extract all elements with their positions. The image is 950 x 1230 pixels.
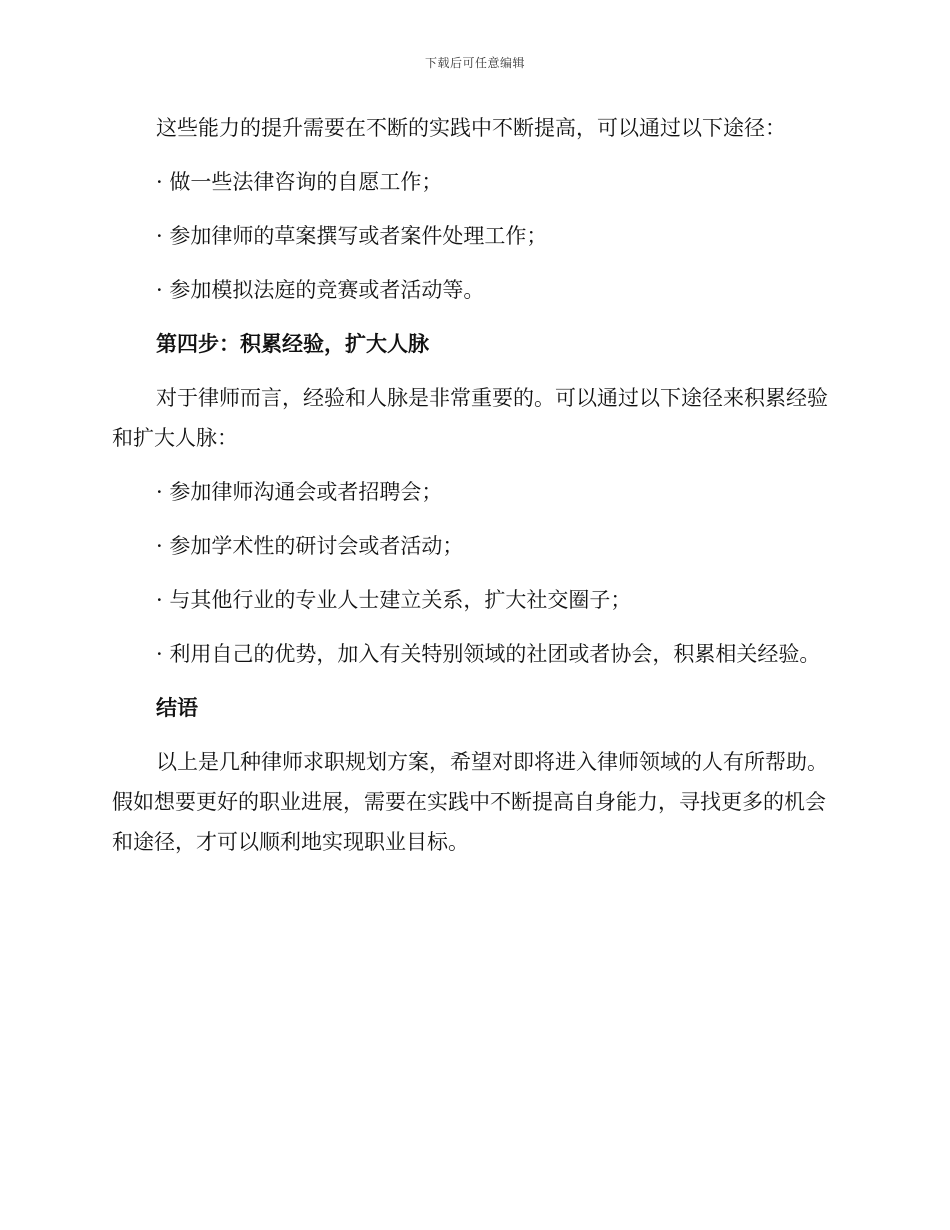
section-heading-conclusion: 结语 bbox=[156, 695, 198, 720]
paragraph-intro: 这些能力的提升需要在不断的实践中不断提高，可以通过以下途径： bbox=[156, 116, 786, 140]
paragraph-step4: 对于律师而言，经验和人脉是非常重要的。可以通过以下途径来积累经验和扩大人脉： bbox=[112, 386, 828, 450]
bullet-item: · 参加模拟法庭的竞赛或者活动等。 bbox=[156, 278, 485, 302]
bullet-item: · 参加学术性的研讨会或者活动； bbox=[156, 534, 464, 558]
bullet-item: · 利用自己的优势，加入有关特别领域的社团或者协会，积累相关经验。 bbox=[156, 642, 821, 666]
bullet-item: · 做一些法律咨询的自愿工作； bbox=[156, 170, 443, 194]
paragraph-conclusion: 以上是几种律师求职规划方案，希望对即将进入律师领域的人有所帮助。假如想要更好的职业进展，需要在实践中不断提高自身能力，寻找更多的机会和途径，才可以顺利地实现职业目标。 bbox=[112, 750, 828, 854]
section-heading-step4: 第四步：积累经验，扩大人脉 bbox=[156, 331, 429, 356]
document-body bbox=[112, 108, 832, 862]
bullet-item: · 参加律师的草案撰写或者案件处理工作； bbox=[156, 224, 548, 248]
bullet-item: · 与其他行业的专业人士建立关系，扩大社交圈子； bbox=[156, 588, 632, 612]
bullet-item: · 参加律师沟通会或者招聘会； bbox=[156, 480, 443, 504]
page-header-note: 下载后可任意编辑 bbox=[424, 56, 525, 70]
